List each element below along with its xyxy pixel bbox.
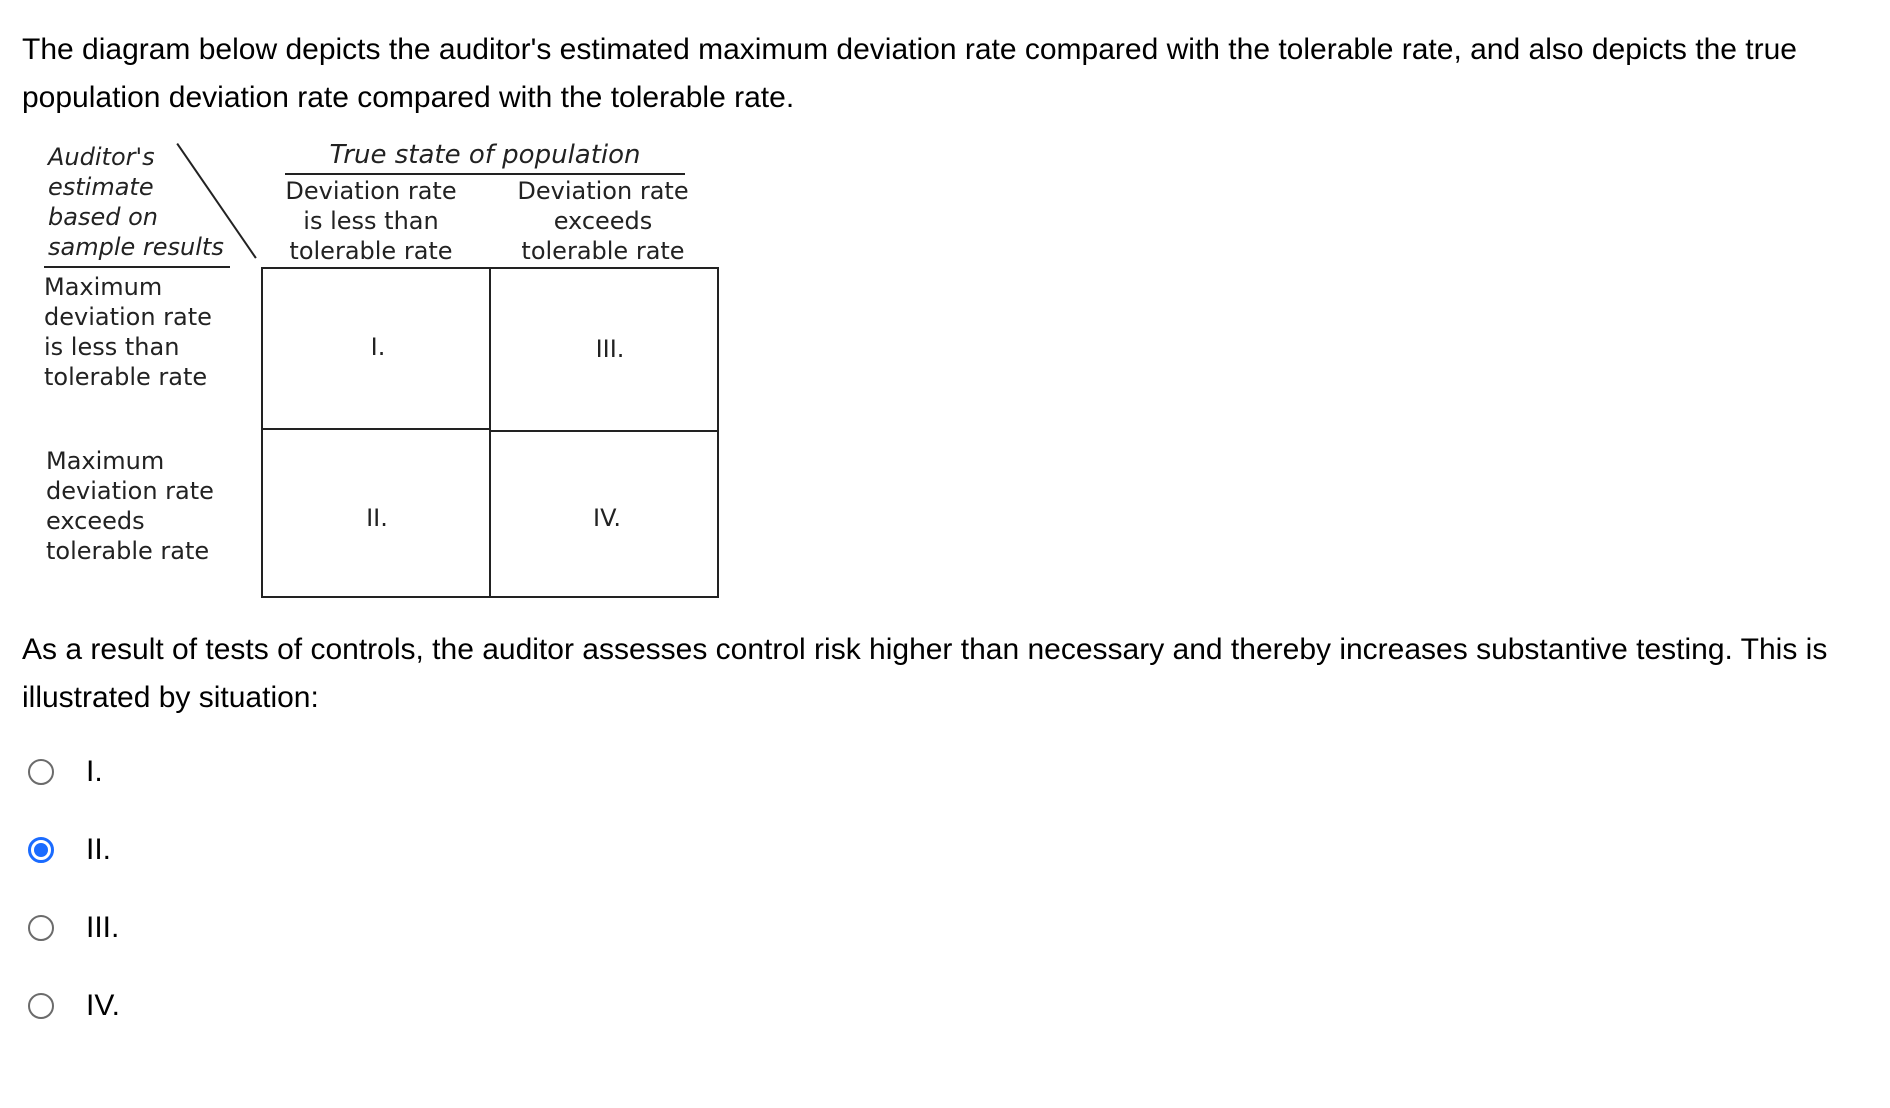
row-header-less-than: Maximum deviation rate is less than tolerable rate — [44, 273, 212, 391]
cell-label-iii: III. — [595, 335, 625, 363]
option-ii[interactable] — [28, 830, 111, 870]
true-state-label: True state of population — [329, 140, 641, 170]
option-label-iii: III. — [86, 911, 120, 944]
radio-button-option-ii[interactable] — [28, 837, 54, 863]
radio-button-option-iii[interactable] — [28, 915, 54, 941]
option-i[interactable] — [28, 752, 103, 792]
radio-button-option-iv[interactable] — [28, 993, 54, 1019]
column-header-exceeds: Deviation rate exceeds tolerable rate — [517, 177, 689, 265]
cell-label-i: I. — [370, 333, 386, 361]
grid-line-center — [489, 267, 491, 598]
option-label-iv: IV. — [86, 989, 120, 1022]
deviation-rate-diagram — [0, 0, 760, 610]
row-header-exceeds: Maximum deviation rate exceeds tolerable rate — [46, 447, 214, 565]
question-text: As a result of tests of controls, the auditor assesses control risk higher than necessary and thereby increases substantive testing. This is illustrated by situation: — [22, 633, 1828, 714]
radio-button-option-i[interactable] — [28, 759, 54, 785]
cell-label-ii: II. — [366, 504, 388, 532]
true-state-underline — [285, 173, 685, 175]
column-header-less-than: Deviation rate is less than tolerable rate — [285, 177, 457, 265]
option-iv[interactable] — [28, 986, 120, 1026]
grid-line-right — [717, 267, 719, 598]
auditor-estimate-label: Auditor's estimate based on sample results — [48, 143, 224, 261]
option-iii[interactable] — [28, 908, 119, 948]
option-label-i: I. — [86, 755, 103, 788]
option-label-ii: II. — [86, 833, 112, 866]
radio-selected-dot — [34, 843, 48, 857]
cell-label-iv: IV. — [592, 504, 622, 532]
grid-line-middle-right — [490, 430, 719, 432]
auditor-estimate-underline — [44, 266, 230, 268]
grid-line-middle-left — [261, 428, 490, 430]
grid-line-left — [261, 267, 263, 598]
intro-text: The diagram below depicts the auditor's estimated maximum deviation rate compared with the tolerable rate, and also depicts the true population deviation rate compared with the tolerable rate. — [22, 33, 1797, 114]
